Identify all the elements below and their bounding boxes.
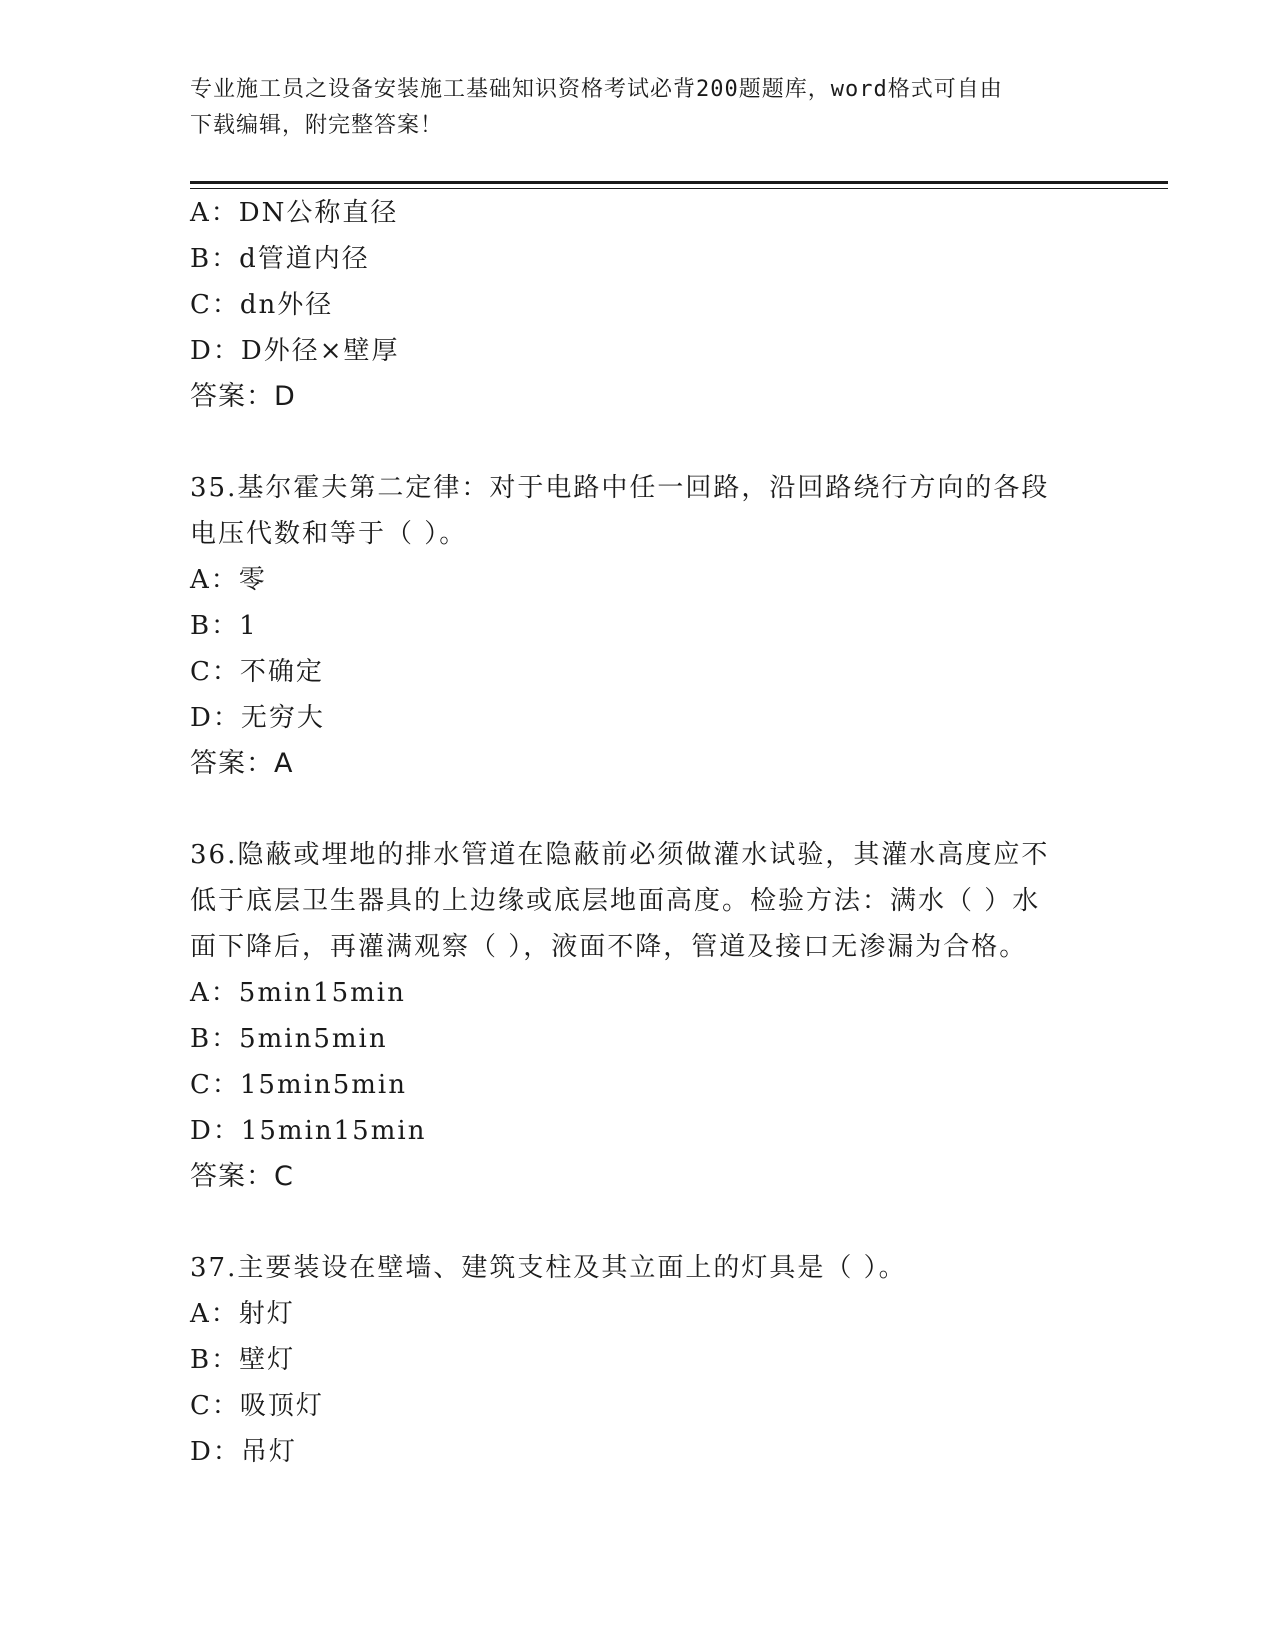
header-line-2: 下载编辑，附完整答案！ (190, 113, 444, 138)
answer-line: 答案：A (190, 748, 294, 779)
document-body (190, 190, 1090, 1475)
header-divider-thick (190, 181, 1168, 184)
answer-line: 答案：C (190, 1161, 294, 1192)
option-b: B：d管道内径 (190, 244, 370, 274)
option-c: C：dn外径 (190, 290, 334, 320)
question-37 (190, 1245, 1090, 1475)
option-d: D：15min15min (190, 1116, 427, 1146)
answer-line: 答案：D (190, 381, 296, 412)
option-d: D：D外径×壁厚 (190, 336, 400, 366)
question-text-line: 37.主要装设在壁墙、建筑支柱及其立面上的灯具是（ ）。 (190, 1253, 907, 1283)
option-a: A：零 (190, 565, 267, 595)
option-a: A：射灯 (190, 1299, 295, 1329)
header-line-1: 专业施工员之设备安装施工基础知识资格考试必背200题题库，word格式可自由 (190, 77, 1003, 102)
option-c: C：吸顶灯 (190, 1391, 324, 1421)
option-b: B：5min5min (190, 1024, 388, 1054)
option-d: D：吊灯 (190, 1437, 297, 1467)
document-header (190, 72, 1090, 144)
option-b: B：壁灯 (190, 1345, 296, 1375)
question-text-line: 35.基尔霍夫第二定律：对于电路中任一回路，沿回路绕行方向的各段 (190, 473, 1050, 503)
header-divider-thin (190, 188, 1168, 189)
spacer (190, 420, 1090, 465)
spacer (190, 787, 1090, 832)
question-36 (190, 832, 1090, 1200)
question-text-line: 36.隐蔽或埋地的排水管道在隐蔽前必须做灌水试验，其灌水高度应不 (190, 840, 1050, 870)
spacer (190, 1200, 1090, 1245)
question-35 (190, 465, 1090, 787)
question-34 (190, 190, 1090, 420)
question-text-line: 低于底层卫生器具的上边缘或底层地面高度。检验方法：满水（ ）水 (190, 886, 1041, 916)
question-text-line: 电压代数和等于（ ）。 (190, 519, 468, 549)
option-c: C：15min5min (190, 1070, 407, 1100)
question-text-line: 面下降后，再灌满观察（ ），液面不降，管道及接口无渗漏为合格。 (190, 932, 1028, 962)
option-d: D：无穷大 (190, 703, 325, 733)
option-a: A：DN公称直径 (190, 198, 399, 228)
option-c: C：不确定 (190, 657, 324, 687)
option-a: A：5min15min (190, 978, 406, 1008)
option-b: B：1 (190, 611, 258, 641)
